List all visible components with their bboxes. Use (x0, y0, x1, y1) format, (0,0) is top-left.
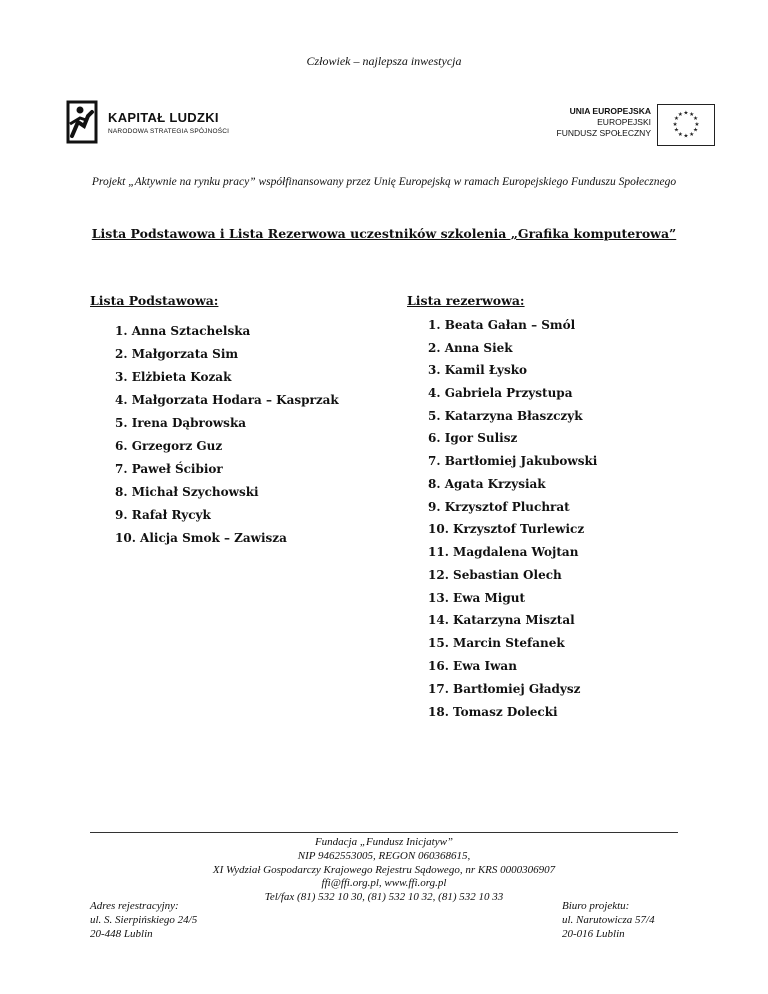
list-item: 5. Irena Dąbrowska (115, 416, 247, 430)
header-motto: Człowiek – najlepsza inwestycja (306, 54, 462, 68)
list-item: 13. Ewa Migut (428, 591, 525, 605)
left-list-heading: Lista Podstawowa: (90, 293, 219, 308)
list-item: 5. Katarzyna Błaszczyk (428, 409, 583, 423)
svg-text:★: ★ (694, 121, 700, 128)
footer-line: NIP 9462553005, REGON 060368615, (297, 849, 471, 862)
list-item: 16. Ewa Iwan (428, 659, 517, 673)
list-item: 17. Bartłomiej Gładysz (428, 682, 581, 696)
list-item: 3. Kamil Łysko (428, 363, 528, 377)
list-item: 8. Michał Szychowski (115, 485, 259, 499)
list-item: 14. Katarzyna Misztal (428, 613, 575, 627)
kapital-ludzki-subtitle: NARODOWA STRATEGIA SPÓJNOŚCI (108, 128, 230, 135)
kapital-ludzki-emblem-icon (66, 100, 106, 146)
right-list-heading: Lista rezerwowa: (407, 293, 525, 308)
footer-phone: Tel/fax (81) 532 10 30, (81) 532 10 32, (81) 532 10 33 (264, 891, 504, 904)
list-item: 1. Beata Gałan – Smól (428, 318, 576, 332)
eu-line1: UNIA EUROPEJSKA (569, 106, 651, 116)
list-item: 15. Marcin Stefanek (428, 636, 565, 650)
eu-line2: EUROPEJSKI (597, 117, 651, 127)
address-street: ul. Narutowicza 57/4 (562, 913, 655, 926)
document-title: Lista Podstawowa i Lista Rezerwowa uczestników szkolenia „Grafika komputerowa” (91, 226, 677, 241)
footer-line: XI Wydział Gospodarczy Krajowego Rejestru Sądowego, nr KRS 0000306907 (212, 863, 556, 876)
list-item: 2. Małgorzata Sim (115, 347, 239, 361)
svg-text:★: ★ (683, 110, 689, 117)
project-office-address (562, 900, 655, 941)
list-item: 10. Krzysztof Turlewicz (428, 522, 585, 536)
kapital-ludzki-title: KAPITAŁ LUDZKI (108, 110, 219, 125)
list-item: 11. Magdalena Wojtan (428, 545, 579, 559)
address-street: ul. S. Sierpińskiego 24/5 (90, 913, 198, 926)
footer-contact: ffi@ffi.org.pl, www.ffi.org.pl (321, 877, 447, 890)
svg-text:★: ★ (692, 127, 699, 134)
registered-address (90, 900, 197, 941)
list-item: 2. Anna Siek (428, 341, 513, 355)
list-item: 1. Anna Sztachelska (115, 324, 251, 338)
project-statement: Projekt „Aktywnie na rynku pracy” współfinansowany przez Unię Europejską w ramach Europejskiego Funduszu Społecznego (91, 176, 677, 188)
svg-text:★: ★ (677, 111, 683, 118)
eu-line3: FUNDUSZ SPOŁECZNY (556, 128, 651, 138)
list-item: 3. Elżbieta Kozak (115, 370, 232, 384)
address-label: Adres rejestracyjny: (90, 900, 179, 912)
list-item: 4. Małgorzata Hodara – Kasprzak (115, 393, 339, 407)
svg-text:★: ★ (677, 131, 683, 138)
svg-text:★: ★ (683, 133, 689, 140)
list-item: 7. Paweł Ścibior (115, 462, 223, 476)
list-item: 6. Grzegorz Guz (115, 439, 223, 453)
svg-text:★: ★ (673, 127, 680, 134)
eu-logo (540, 104, 715, 146)
list-item: 18. Tomasz Dolecki (428, 705, 558, 719)
list-item: 9. Rafał Rycyk (115, 508, 211, 522)
eu-text (557, 106, 651, 139)
svg-text:★: ★ (672, 121, 678, 128)
list-item: 7. Bartłomiej Jakubowski (428, 454, 598, 468)
list-item: 12. Sebastian Olech (428, 568, 562, 582)
list-item: 10. Alicja Smok – Zawisza (115, 531, 287, 545)
footer-line: Fundacja „Fundusz Inicjatyw” (314, 836, 454, 848)
svg-text:★: ★ (689, 111, 695, 118)
address-city: 20-448 Lublin (90, 927, 153, 940)
svg-text:★: ★ (692, 116, 699, 123)
list-item: 6. Igor Sulisz (428, 431, 518, 445)
svg-text:★: ★ (673, 116, 680, 123)
footer-organization (0, 836, 768, 905)
kapital-ludzki-logo (66, 100, 266, 146)
list-item: 8. Agata Krzysiak (428, 477, 546, 491)
svg-text:★: ★ (689, 131, 695, 138)
footer-divider (90, 832, 678, 833)
address-label: Biuro projektu: (562, 900, 630, 912)
eu-flag-icon (657, 104, 715, 146)
address-city: 20-016 Lublin (562, 927, 625, 940)
list-item: 9. Krzysztof Pluchrat (428, 500, 570, 514)
list-item: 4. Gabriela Przystupa (428, 386, 573, 400)
